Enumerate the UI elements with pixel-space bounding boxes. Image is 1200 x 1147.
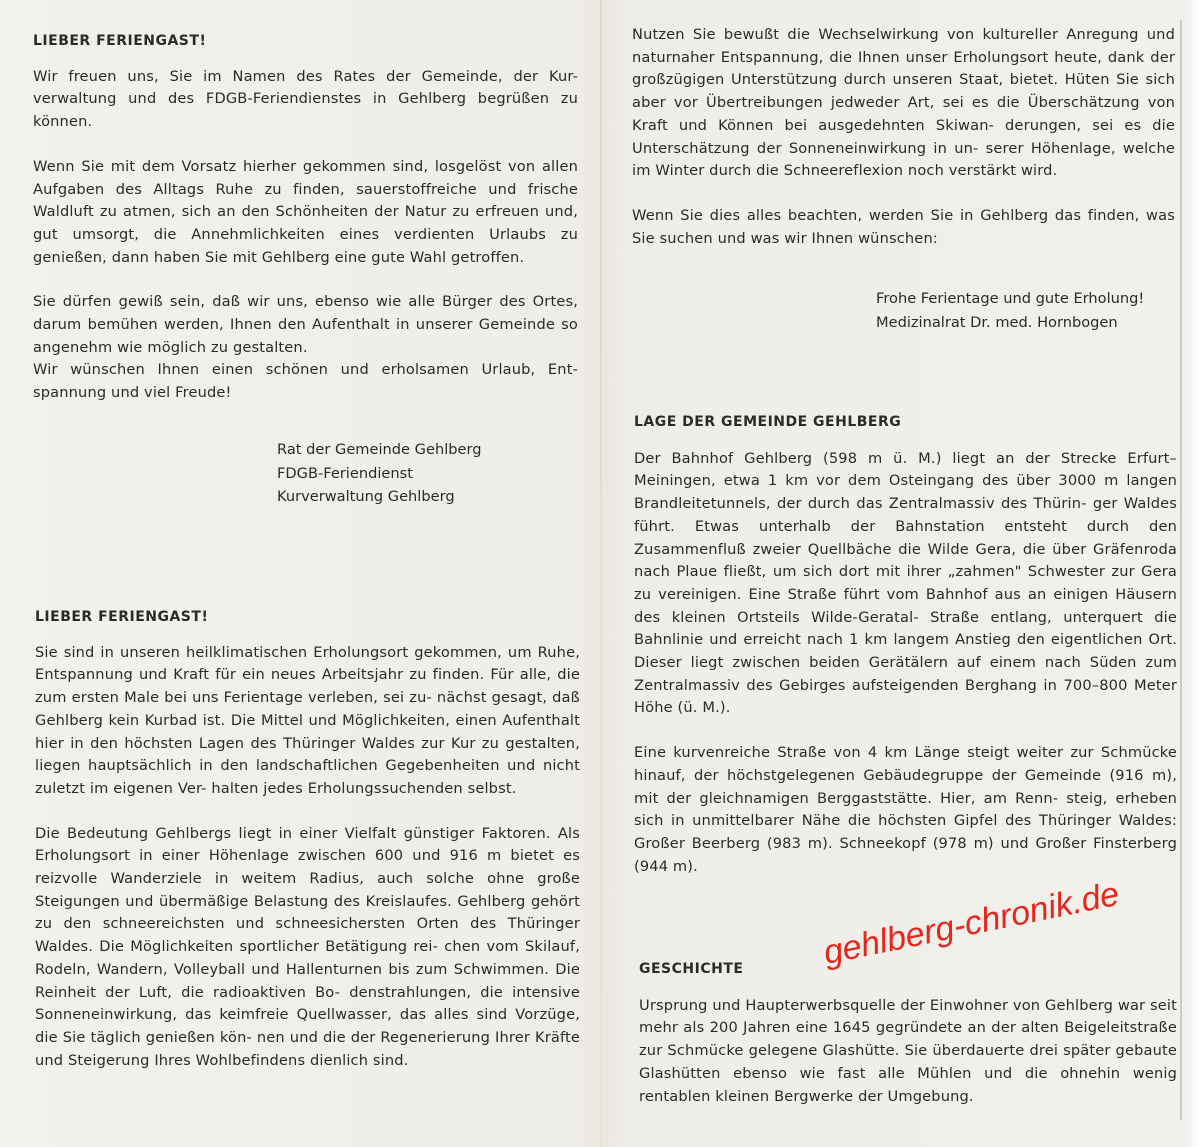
- paragraph: Die Bedeutung Gehlbergs liegt in einer Vielfalt günstiger Faktoren. Als Erholungsort in einer Höhenlage zwischen 600 und 916 m bietet es reizvolle Wanderziele in weitem Radius, auch solche ohne große Steigungen und übermäßige Belastung des Kreislaufes. Gehlberg gehört zu den schneereichsten und schneesichersten Orten des Thüringer Waldes. Die Möglichkeiten sportlicher Betätigung rei- chen vom Skilauf, Rodeln, Wandern, Volleyball und Hallenturnen bis zum Schwimmen. Die Reinheit der Luft, die radioaktiven Bo- denstrahlungen, die intensive Sonneneinwirkung, das keimfreie Quellwasser, das alles sind Vorzüge, die Sie täglich genießen kön- nen und die der Regenerierung Ihrer Kräfte und Steigerung Ihres Wohlbefindens dienlich sind.: [35, 824, 580, 1069]
- signature-line: FDGB-Feriendienst: [277, 464, 413, 482]
- welcome-section-2: [35, 606, 580, 1072]
- signature-block: [876, 287, 1144, 334]
- section-heading: LAGE DER GEMEINDE GEHLBERG: [634, 414, 902, 430]
- history-section: [639, 958, 1177, 1108]
- section-heading: GESCHICHTE: [639, 961, 744, 977]
- paragraph: Eine kurvenreiche Straße von 4 km Länge steigt weiter zur Schmücke hinauf, der höchstgelegenen Gebäudegruppe der Gemeinde (916 m), mit der gleichnamigen Berggaststätte. Hier, am Renn- steig, erheben sich in unmittelbarer Nähe die höchsten Gipfel des Thüringer Waldes: Großer Beerberg (983 m). Schneekopf (978 m) und Großer Finsterberg (944 m).: [634, 744, 1177, 875]
- paragraph: Nutzen Sie bewußt die Wechselwirkung von kultureller Anregung und naturnaher Entspannung, die Ihnen unser Erholungsort heute, dank der großzügigen Unterstützung durch unseren Staat, bietet. Hüten Sie sich aber vor Übertreibungen jedweder Art, sei es die Überschätzung von Kraft und Können bei ausgedehnten Skiwan- derungen, sei es die Unterschätzung der Sonneneinwirkung in un- serer Höhenlage, welche im Winter durch die Schneereflexion noch verstärkt wird.: [632, 26, 1175, 180]
- paragraph: Sie sind in unseren heilklimatischen Erholungsort gekommen, um Ruhe, Entspannung und Kraft für ein neues Arbeitsjahr zu finden. Für alle, die zum ersten Male bei uns Ferientage verleben, sei zu- nächst gesagt, daß Gehlberg kein Kurbad ist. Die Mittel und Möglichkeiten, einen Aufenthalt hier in den höchsten Lagen des Thüringer Waldes zur Kur zu gestalten, liegen hauptsächlich in den landschaftlichen Gegebenheiten und nicht zuletzt im eigenen Ver- halten jedes Erholungssuchenden selbst.: [35, 643, 580, 797]
- signature-block: [277, 438, 482, 509]
- paragraph: Ursprung und Haupterwerbsquelle der Einwohner von Gehlberg war seit mehr als 200 Jahren eine 1645 gegründete an der alten Beigeleitstraße zur Schmücke gelegene Glashütte. Sie überdauerte drei später gebaute Glashütten ebenso wie fast alle Mühlen und die ohnehin wenig rentablen kleinen Bergwerke der Umgebung.: [639, 996, 1177, 1105]
- paragraph: Der Bahnhof Gehlberg (598 m ü. M.) liegt an der Strecke Erfurt– Meiningen, etwa 1 km vor dem Osteingang des über 3000 m langen Brandleitetunnels, der durch das Zentralmassiv des Thürin- ger Waldes führt. Etwas unterhalb der Bahnstation entsteht durch den Zusammenfluß zweier Quellbäche die Wilde Gera, die über Gräfenroda nach Plaue fließt, um sich dort mit ihrer „zahmen" Schwester zur Gera zu vereinigen. Eine Straße führt vom Bahnhof aus an einigen Häusern des kleinen Ortsteils Wilde-Geratal- Straße entlang, unterquert die Bahnlinie und erreicht nach 1 km langem Anstieg den eigentlichen Ort. Dieser liegt zwischen beiden Gerätälern auf einem nach Süden zum Zentralmassiv des Gebirges aufsteigenden Berghang in 700–800 Meter Höhe (ü. M.).: [634, 449, 1177, 717]
- signature-line: Kurverwaltung Gehlberg: [277, 488, 455, 505]
- section-heading: LIEBER FERIENGAST!: [33, 33, 207, 49]
- watermark: gehlberg-chronik.de: [820, 874, 1123, 973]
- page-edge: [1186, 0, 1200, 1147]
- paragraph: Wenn Sie mit dem Vorsatz hierher gekommen sind, losgelöst von allen Aufgaben des Alltags Ruhe zu finden, sauerstoffreiche und frische Waldluft zu atmen, sich an den Schönheiten der Natur zu erfreuen und, gut umsorgt, die Annehmlichkeiten eines verdienten Urlaubs zu genießen, dann haben Sie mit Gehlberg eine gute Wahl getroffen.: [33, 157, 578, 266]
- page-fold: [600, 0, 602, 1147]
- welcome-section-1: [33, 30, 578, 405]
- signature-line: Frohe Ferientage und gute Erholung!: [876, 290, 1145, 307]
- paragraph: Wir freuen uns, Sie im Namen des Rates der Gemeinde, der Kur- verwaltung und des FDGB-Feriendienstes in Gehlberg begrüßen zu können.: [33, 67, 578, 131]
- paragraph: Wir wünschen Ihnen einen schönen und erholsamen Urlaub, Ent- spannung und viel Freude!: [33, 361, 578, 402]
- location-section: [634, 411, 1177, 878]
- signature-line: Medizinalrat Dr. med. Hornbogen: [876, 313, 1118, 331]
- paragraph: Wenn Sie dies alles beachten, werden Sie in Gehlberg das finden, was Sie suchen und was wir Ihnen wünschen:: [632, 206, 1175, 247]
- advice-section: [632, 24, 1175, 250]
- paragraph: Sie dürfen gewiß sein, daß wir uns, ebenso wie alle Bürger des Ortes, darum bemühen werden, Ihnen den Aufenthalt in unserer Gemeinde so angenehm wie möglich zu gestalten.: [33, 293, 578, 356]
- section-heading: LIEBER FERIENGAST!: [35, 609, 209, 625]
- signature-line: Rat der Gemeinde Gehlberg: [277, 441, 482, 458]
